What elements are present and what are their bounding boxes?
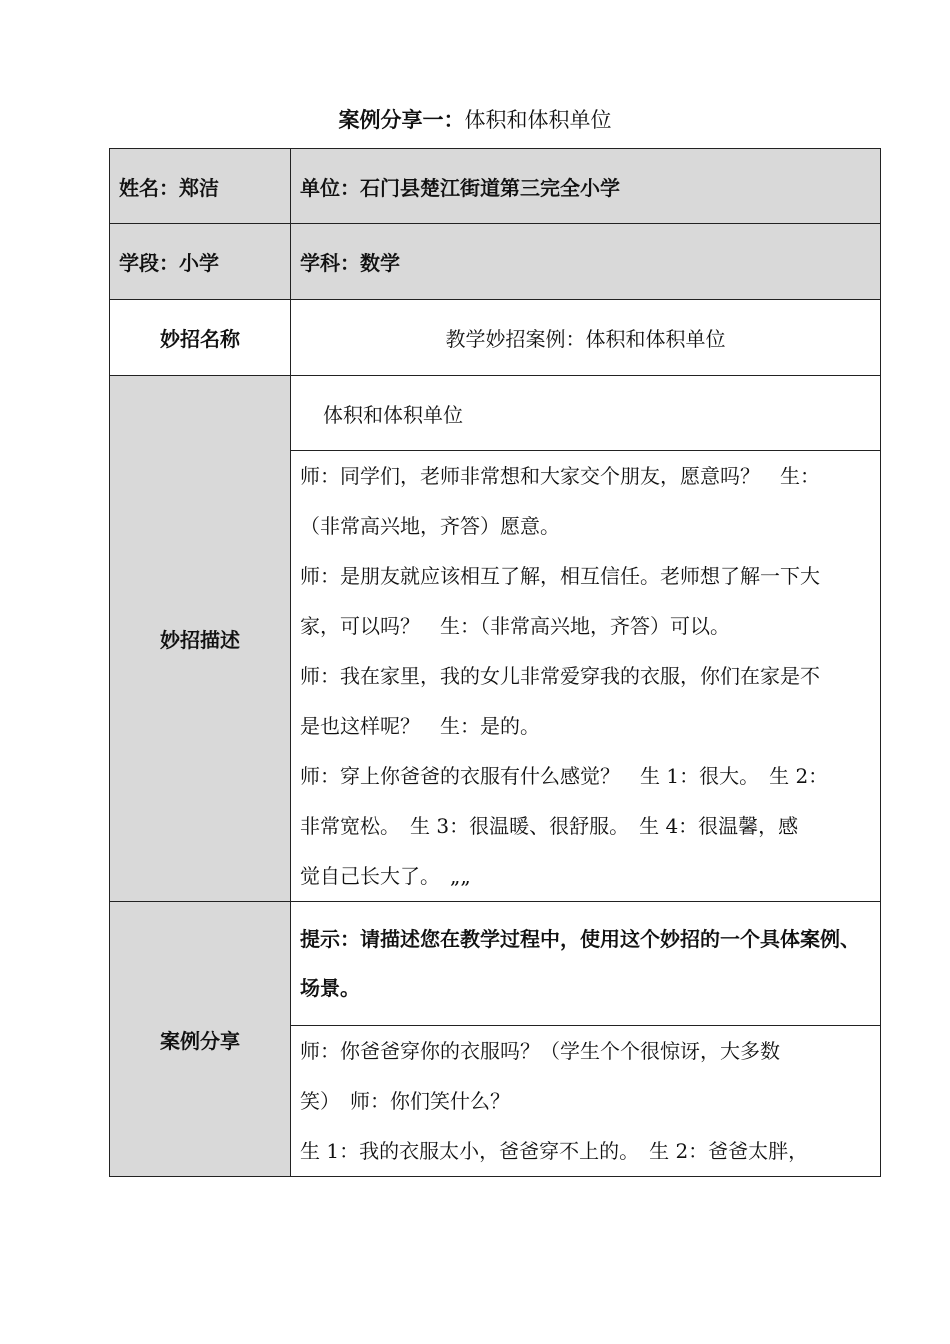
description-line: 觉自己长大了。 „„ <box>300 864 471 888</box>
description-line: 师：同学们，老师非常想和大家交个朋友，愿意吗？ 生： <box>300 464 820 488</box>
share-body <box>291 1026 881 1177</box>
description-line: 非常宽松。 生 3：很温暖、很舒服。 生 4：很温馨，感 <box>300 814 799 838</box>
case-table <box>109 148 881 1177</box>
share-hint: 提示：请描述您在教学过程中，使用这个妙招的一个具体案例、场景。 <box>291 902 881 1026</box>
unit-cell: 单位：石门县楚江街道第三完全小学 <box>291 149 881 224</box>
description-label: 妙招描述 <box>110 376 291 902</box>
description-line: 师：我在家里，我的女儿非常爱穿我的衣服，你们在家是不 <box>300 664 820 688</box>
share-line: 生 1：我的衣服太小，爸爸穿不上的。 生 2：爸爸太胖， <box>300 1139 809 1163</box>
description-body <box>291 451 881 902</box>
share-line: 师：你爸爸穿你的衣服吗？（学生个个很惊讶，大多数 <box>300 1039 780 1063</box>
share-label: 案例分享 <box>110 902 291 1177</box>
description-line: （非常高兴地，齐答）愿意。 <box>300 514 560 538</box>
description-line: 是也这样呢？ 生：是的。 <box>300 714 540 738</box>
title-prefix: 案例分享一： <box>338 107 465 132</box>
description-line: 师：是朋友就应该相互了解，相互信任。老师想了解一下大 <box>300 564 820 588</box>
subject-cell: 学科：数学 <box>291 224 881 300</box>
name-cell: 姓名：郑洁 <box>110 149 291 224</box>
stage-cell: 学段：小学 <box>110 224 291 300</box>
description-heading: 体积和体积单位 <box>291 376 881 451</box>
description-line: 家，可以吗？ 生：（非常高兴地，齐答）可以。 <box>300 614 730 638</box>
description-line: 师：穿上你爸爸的衣服有什么感觉？ 生 1：很大。 生 2： <box>300 764 829 788</box>
trick-name-value: 教学妙招案例：体积和体积单位 <box>291 300 881 376</box>
trick-name-label: 妙招名称 <box>110 300 291 376</box>
share-line: 笑） 师：你们笑什么？ <box>300 1089 510 1113</box>
title-text: 体积和体积单位 <box>464 108 612 132</box>
document-title <box>0 105 950 135</box>
